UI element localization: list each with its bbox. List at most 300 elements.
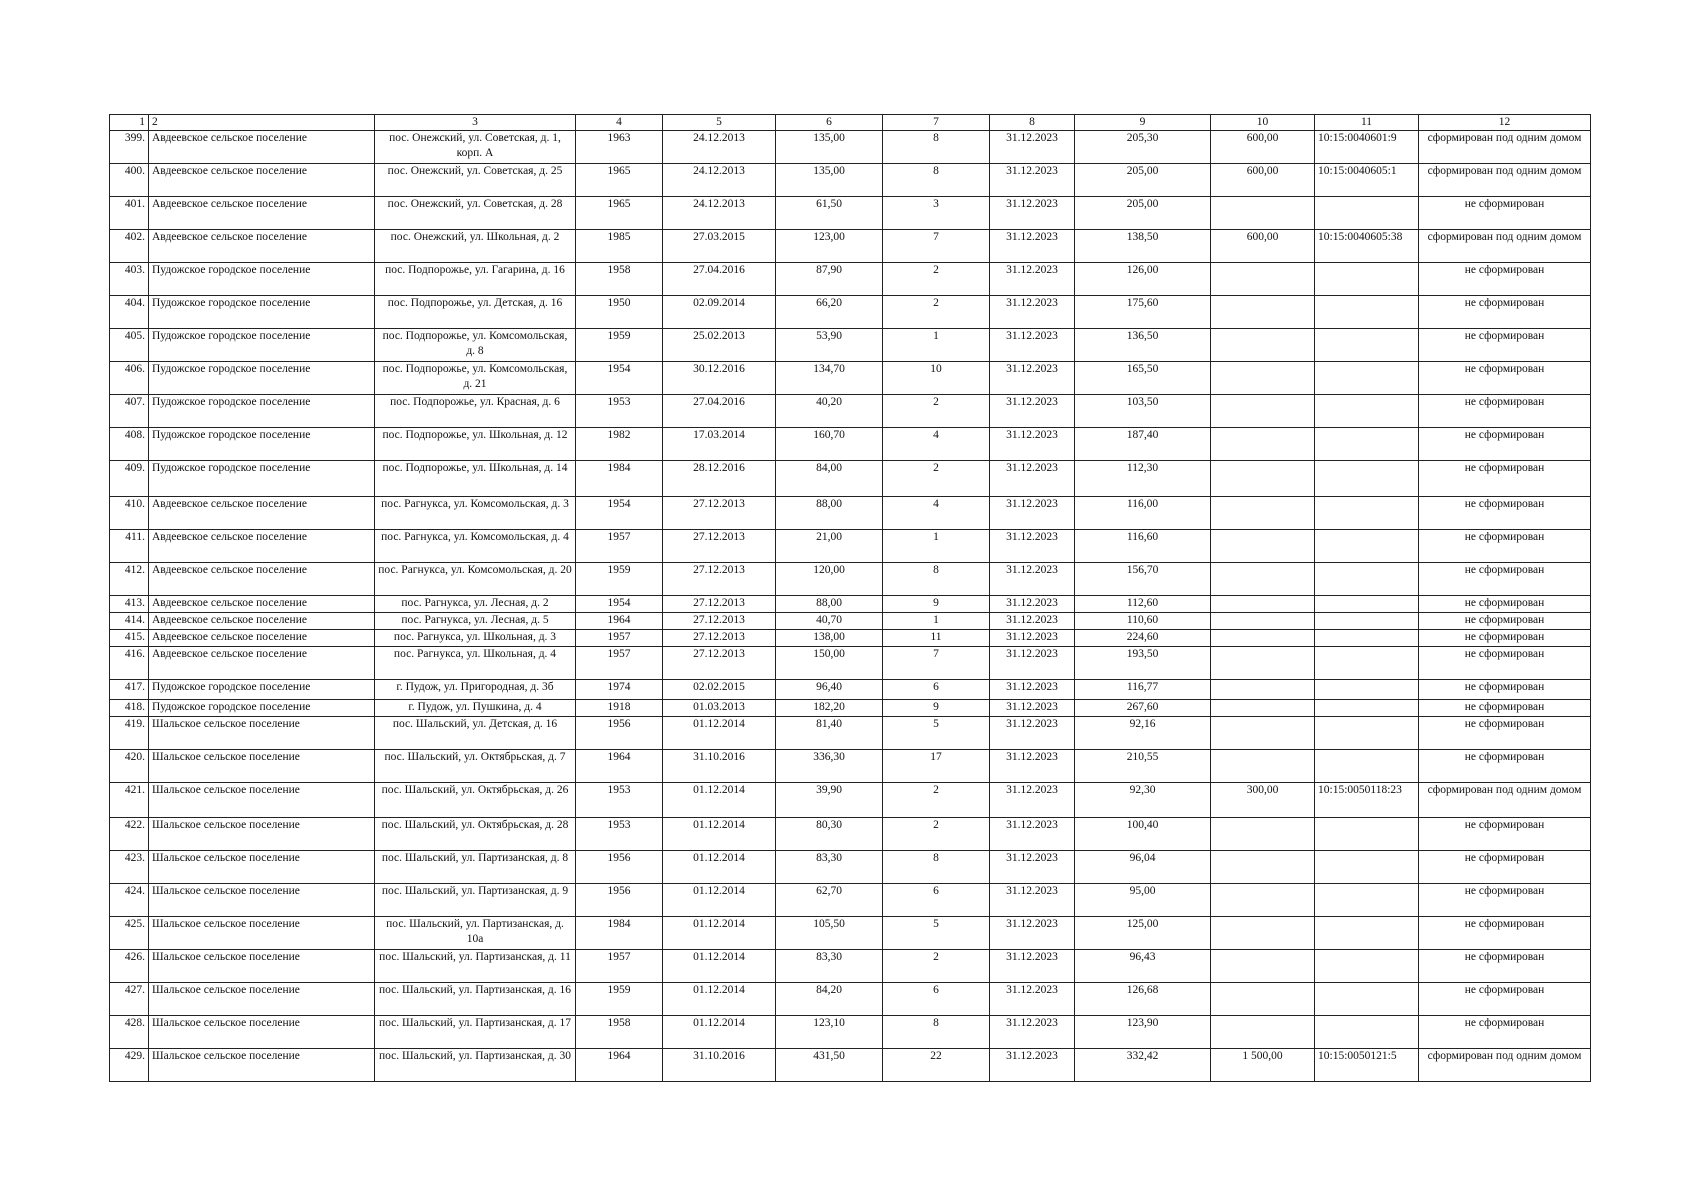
people-cell: 2 [883, 818, 990, 851]
municipality-cell: Авдеевское сельское поселение [149, 497, 375, 530]
address-cell: пос. Рагнукса, ул. Лесная, д. 5 [375, 613, 576, 630]
cadastral-cell [1315, 917, 1419, 950]
cadastral-cell [1315, 461, 1419, 497]
land-status-cell: не сформирован [1419, 884, 1591, 917]
row-number: 404. [110, 296, 149, 329]
date-cell: 17.03.2014 [663, 428, 776, 461]
header-cell: 5 [663, 115, 776, 131]
year-cell: 1957 [576, 950, 663, 983]
plan-date-cell: 31.12.2023 [990, 497, 1075, 530]
land-status-cell: сформирован под одним домом [1419, 783, 1591, 818]
table-row [110, 530, 1591, 563]
col9-cell: 210,55 [1075, 750, 1211, 783]
year-cell: 1964 [576, 1049, 663, 1082]
area-cell: 120,00 [776, 563, 883, 596]
area-cell: 40,20 [776, 395, 883, 428]
cadastral-cell [1315, 395, 1419, 428]
land-status-cell: не сформирован [1419, 680, 1591, 700]
year-cell: 1957 [576, 530, 663, 563]
area-cell: 135,00 [776, 131, 883, 164]
area-cell: 134,70 [776, 362, 883, 395]
address-cell: г. Пудож, ул. Пушкина, д. 4 [375, 700, 576, 717]
col9-cell: 112,30 [1075, 461, 1211, 497]
header-cell: 4 [576, 115, 663, 131]
area-cell: 135,00 [776, 164, 883, 197]
area-cell: 39,90 [776, 783, 883, 818]
date-cell: 01.12.2014 [663, 950, 776, 983]
table-row [110, 783, 1591, 818]
people-cell: 5 [883, 717, 990, 750]
year-cell: 1974 [576, 680, 663, 700]
col10-cell: 600,00 [1211, 230, 1315, 263]
col10-cell: 1 500,00 [1211, 1049, 1315, 1082]
address-cell: пос. Подпорожье, ул. Детская, д. 16 [375, 296, 576, 329]
header-cell: 8 [990, 115, 1075, 131]
housing-table [109, 114, 1591, 1082]
plan-date-cell: 31.12.2023 [990, 197, 1075, 230]
address-cell: пос. Рагнукса, ул. Комсомольская, д. 4 [375, 530, 576, 563]
municipality-cell: Шальское сельское поселение [149, 717, 375, 750]
year-cell: 1957 [576, 647, 663, 680]
municipality-cell: Шальское сельское поселение [149, 851, 375, 884]
header-cell: 6 [776, 115, 883, 131]
col9-cell: 205,30 [1075, 131, 1211, 164]
address-cell: пос. Рагнукса, ул. Комсомольская, д. 3 [375, 497, 576, 530]
table-row [110, 700, 1591, 717]
plan-date-cell: 31.12.2023 [990, 230, 1075, 263]
municipality-cell: Авдеевское сельское поселение [149, 230, 375, 263]
cadastral-cell [1315, 700, 1419, 717]
land-status-cell: сформирован под одним домом [1419, 1049, 1591, 1082]
address-cell: пос. Шальский, ул. Партизанская, д. 16 [375, 983, 576, 1016]
year-cell: 1956 [576, 851, 663, 884]
municipality-cell: Шальское сельское поселение [149, 750, 375, 783]
col9-cell: 205,00 [1075, 164, 1211, 197]
header-cell: 1 [110, 115, 149, 131]
land-status-cell: не сформирован [1419, 329, 1591, 362]
cadastral-cell [1315, 563, 1419, 596]
date-cell: 01.12.2014 [663, 1016, 776, 1049]
year-cell: 1959 [576, 983, 663, 1016]
date-cell: 01.12.2014 [663, 717, 776, 750]
row-number: 419. [110, 717, 149, 750]
col9-cell: 165,50 [1075, 362, 1211, 395]
plan-date-cell: 31.12.2023 [990, 131, 1075, 164]
people-cell: 8 [883, 1016, 990, 1049]
municipality-cell: Авдеевское сельское поселение [149, 647, 375, 680]
date-cell: 27.04.2016 [663, 395, 776, 428]
row-number: 411. [110, 530, 149, 563]
table-row [110, 851, 1591, 884]
area-cell: 81,40 [776, 717, 883, 750]
land-status-cell: не сформирован [1419, 630, 1591, 647]
row-number: 423. [110, 851, 149, 884]
table-row [110, 596, 1591, 613]
people-cell: 9 [883, 700, 990, 717]
cadastral-cell [1315, 680, 1419, 700]
address-cell: пос. Подпорожье, ул. Красная, д. 6 [375, 395, 576, 428]
col9-cell: 92,30 [1075, 783, 1211, 818]
row-number: 405. [110, 329, 149, 362]
area-cell: 123,10 [776, 1016, 883, 1049]
cadastral-cell: 10:15:0040605:1 [1315, 164, 1419, 197]
year-cell: 1953 [576, 395, 663, 428]
col9-cell: 126,68 [1075, 983, 1211, 1016]
plan-date-cell: 31.12.2023 [990, 1016, 1075, 1049]
document-page [109, 114, 1590, 1082]
plan-date-cell: 31.12.2023 [990, 596, 1075, 613]
plan-date-cell: 31.12.2023 [990, 1049, 1075, 1082]
row-number: 409. [110, 461, 149, 497]
people-cell: 1 [883, 329, 990, 362]
date-cell: 27.12.2013 [663, 613, 776, 630]
plan-date-cell: 31.12.2023 [990, 630, 1075, 647]
plan-date-cell: 31.12.2023 [990, 750, 1075, 783]
row-number: 413. [110, 596, 149, 613]
row-number: 422. [110, 818, 149, 851]
plan-date-cell: 31.12.2023 [990, 647, 1075, 680]
area-cell: 182,20 [776, 700, 883, 717]
municipality-cell: Шальское сельское поселение [149, 950, 375, 983]
land-status-cell: не сформирован [1419, 818, 1591, 851]
year-cell: 1953 [576, 783, 663, 818]
area-cell: 123,00 [776, 230, 883, 263]
land-status-cell: не сформирован [1419, 700, 1591, 717]
address-cell: пос. Шальский, ул. Партизанская, д. 11 [375, 950, 576, 983]
land-status-cell: не сформирован [1419, 428, 1591, 461]
col9-cell: 332,42 [1075, 1049, 1211, 1082]
col9-cell: 125,00 [1075, 917, 1211, 950]
col10-cell: 300,00 [1211, 783, 1315, 818]
col9-cell: 187,40 [1075, 428, 1211, 461]
cadastral-cell [1315, 428, 1419, 461]
table-row [110, 983, 1591, 1016]
people-cell: 7 [883, 230, 990, 263]
cadastral-cell [1315, 818, 1419, 851]
land-status-cell: не сформирован [1419, 851, 1591, 884]
row-number: 402. [110, 230, 149, 263]
cadastral-cell [1315, 197, 1419, 230]
people-cell: 2 [883, 950, 990, 983]
address-cell: пос. Онежский, ул. Советская, д. 28 [375, 197, 576, 230]
col9-cell: 116,60 [1075, 530, 1211, 563]
header-cell: 12 [1419, 115, 1591, 131]
col9-cell: 205,00 [1075, 197, 1211, 230]
address-cell: пос. Подпорожье, ул. Комсомольская, д. 21 [375, 362, 576, 395]
row-number: 427. [110, 983, 149, 1016]
row-number: 417. [110, 680, 149, 700]
land-status-cell: не сформирован [1419, 197, 1591, 230]
date-cell: 27.04.2016 [663, 263, 776, 296]
col10-cell [1211, 647, 1315, 680]
people-cell: 10 [883, 362, 990, 395]
municipality-cell: Авдеевское сельское поселение [149, 164, 375, 197]
col9-cell: 110,60 [1075, 613, 1211, 630]
land-status-cell: не сформирован [1419, 983, 1591, 1016]
date-cell: 02.02.2015 [663, 680, 776, 700]
municipality-cell: Пудожское городское поселение [149, 296, 375, 329]
table-row [110, 630, 1591, 647]
col9-cell: 126,00 [1075, 263, 1211, 296]
col10-cell [1211, 983, 1315, 1016]
col9-cell: 95,00 [1075, 884, 1211, 917]
cadastral-cell [1315, 983, 1419, 1016]
people-cell: 6 [883, 680, 990, 700]
area-cell: 83,30 [776, 851, 883, 884]
address-cell: пос. Рагнукса, ул. Лесная, д. 2 [375, 596, 576, 613]
table-row [110, 461, 1591, 497]
area-cell: 431,50 [776, 1049, 883, 1082]
row-number: 406. [110, 362, 149, 395]
area-cell: 336,30 [776, 750, 883, 783]
year-cell: 1950 [576, 296, 663, 329]
col10-cell [1211, 197, 1315, 230]
area-cell: 40,70 [776, 613, 883, 630]
people-cell: 2 [883, 461, 990, 497]
row-number: 421. [110, 783, 149, 818]
plan-date-cell: 31.12.2023 [990, 461, 1075, 497]
year-cell: 1958 [576, 1016, 663, 1049]
municipality-cell: Авдеевское сельское поселение [149, 596, 375, 613]
address-cell: пос. Шальский, ул. Детская, д. 16 [375, 717, 576, 750]
col9-cell: 193,50 [1075, 647, 1211, 680]
date-cell: 27.12.2013 [663, 596, 776, 613]
land-status-cell: сформирован под одним домом [1419, 230, 1591, 263]
land-status-cell: сформирован под одним домом [1419, 131, 1591, 164]
plan-date-cell: 31.12.2023 [990, 428, 1075, 461]
cadastral-cell [1315, 717, 1419, 750]
people-cell: 1 [883, 613, 990, 630]
address-cell: пос. Онежский, ул. Школьная, д. 2 [375, 230, 576, 263]
row-number: 400. [110, 164, 149, 197]
address-cell: г. Пудож, ул. Пригородная, д. 3б [375, 680, 576, 700]
address-cell: пос. Шальский, ул. Октябрьская, д. 7 [375, 750, 576, 783]
plan-date-cell: 31.12.2023 [990, 950, 1075, 983]
table-row [110, 563, 1591, 596]
year-cell: 1954 [576, 596, 663, 613]
date-cell: 01.12.2014 [663, 983, 776, 1016]
land-status-cell: не сформирован [1419, 296, 1591, 329]
col9-cell: 175,60 [1075, 296, 1211, 329]
cadastral-cell [1315, 613, 1419, 630]
cadastral-cell [1315, 851, 1419, 884]
plan-date-cell: 31.12.2023 [990, 851, 1075, 884]
col9-cell: 156,70 [1075, 563, 1211, 596]
people-cell: 17 [883, 750, 990, 783]
plan-date-cell: 31.12.2023 [990, 362, 1075, 395]
cadastral-cell [1315, 362, 1419, 395]
col10-cell: 600,00 [1211, 131, 1315, 164]
land-status-cell: не сформирован [1419, 717, 1591, 750]
municipality-cell: Шальское сельское поселение [149, 818, 375, 851]
table-row [110, 647, 1591, 680]
col10-cell [1211, 818, 1315, 851]
address-cell: пос. Онежский, ул. Советская, д. 25 [375, 164, 576, 197]
municipality-cell: Пудожское городское поселение [149, 329, 375, 362]
land-status-cell: не сформирован [1419, 917, 1591, 950]
year-cell: 1954 [576, 362, 663, 395]
col9-cell: 123,90 [1075, 1016, 1211, 1049]
address-cell: пос. Рагнукса, ул. Комсомольская, д. 20 [375, 563, 576, 596]
area-cell: 61,50 [776, 197, 883, 230]
table-row [110, 1016, 1591, 1049]
date-cell: 01.12.2014 [663, 851, 776, 884]
plan-date-cell: 31.12.2023 [990, 563, 1075, 596]
table-row [110, 296, 1591, 329]
row-number: 410. [110, 497, 149, 530]
col10-cell [1211, 717, 1315, 750]
col10-cell [1211, 530, 1315, 563]
address-cell: пос. Рагнукса, ул. Школьная, д. 3 [375, 630, 576, 647]
col10-cell [1211, 428, 1315, 461]
col9-cell: 116,00 [1075, 497, 1211, 530]
plan-date-cell: 31.12.2023 [990, 395, 1075, 428]
row-number: 428. [110, 1016, 149, 1049]
table-body [110, 115, 1591, 1082]
row-number: 425. [110, 917, 149, 950]
cadastral-cell [1315, 884, 1419, 917]
table-row [110, 884, 1591, 917]
header-cell: 11 [1315, 115, 1419, 131]
table-row [110, 362, 1591, 395]
cadastral-cell [1315, 296, 1419, 329]
col10-cell [1211, 917, 1315, 950]
municipality-cell: Шальское сельское поселение [149, 1049, 375, 1082]
header-cell: 9 [1075, 115, 1211, 131]
municipality-cell: Авдеевское сельское поселение [149, 197, 375, 230]
municipality-cell: Пудожское городское поселение [149, 700, 375, 717]
cadastral-cell [1315, 750, 1419, 783]
people-cell: 4 [883, 497, 990, 530]
row-number: 403. [110, 263, 149, 296]
col10-cell: 600,00 [1211, 164, 1315, 197]
area-cell: 53,90 [776, 329, 883, 362]
area-cell: 62,70 [776, 884, 883, 917]
header-cell: 3 [375, 115, 576, 131]
date-cell: 01.12.2014 [663, 783, 776, 818]
date-cell: 27.03.2015 [663, 230, 776, 263]
area-cell: 160,70 [776, 428, 883, 461]
people-cell: 3 [883, 197, 990, 230]
plan-date-cell: 31.12.2023 [990, 263, 1075, 296]
year-cell: 1984 [576, 917, 663, 950]
people-cell: 2 [883, 395, 990, 428]
table-row [110, 197, 1591, 230]
year-cell: 1965 [576, 197, 663, 230]
date-cell: 27.12.2013 [663, 630, 776, 647]
col9-cell: 103,50 [1075, 395, 1211, 428]
people-cell: 5 [883, 917, 990, 950]
row-number: 415. [110, 630, 149, 647]
plan-date-cell: 31.12.2023 [990, 613, 1075, 630]
land-status-cell: не сформирован [1419, 596, 1591, 613]
plan-date-cell: 31.12.2023 [990, 530, 1075, 563]
col10-cell [1211, 263, 1315, 296]
table-row [110, 717, 1591, 750]
table-row [110, 428, 1591, 461]
plan-date-cell: 31.12.2023 [990, 884, 1075, 917]
col9-cell: 92,16 [1075, 717, 1211, 750]
municipality-cell: Авдеевское сельское поселение [149, 530, 375, 563]
date-cell: 25.02.2013 [663, 329, 776, 362]
municipality-cell: Авдеевское сельское поселение [149, 563, 375, 596]
people-cell: 22 [883, 1049, 990, 1082]
municipality-cell: Шальское сельское поселение [149, 917, 375, 950]
people-cell: 9 [883, 596, 990, 613]
col10-cell [1211, 851, 1315, 884]
area-cell: 80,30 [776, 818, 883, 851]
year-cell: 1963 [576, 131, 663, 164]
area-cell: 84,00 [776, 461, 883, 497]
year-cell: 1958 [576, 263, 663, 296]
col10-cell [1211, 362, 1315, 395]
row-number: 420. [110, 750, 149, 783]
cadastral-cell: 10:15:0050121:5 [1315, 1049, 1419, 1082]
land-status-cell: сформирован под одним домом [1419, 164, 1591, 197]
table-row [110, 131, 1591, 164]
table-row [110, 1049, 1591, 1082]
year-cell: 1954 [576, 497, 663, 530]
land-status-cell: не сформирован [1419, 362, 1591, 395]
col10-cell [1211, 395, 1315, 428]
date-cell: 31.10.2016 [663, 750, 776, 783]
year-cell: 1959 [576, 329, 663, 362]
plan-date-cell: 31.12.2023 [990, 296, 1075, 329]
people-cell: 11 [883, 630, 990, 647]
date-cell: 01.12.2014 [663, 884, 776, 917]
row-number: 412. [110, 563, 149, 596]
municipality-cell: Пудожское городское поселение [149, 395, 375, 428]
year-cell: 1956 [576, 884, 663, 917]
address-cell: пос. Рагнукса, ул. Школьная, д. 4 [375, 647, 576, 680]
plan-date-cell: 31.12.2023 [990, 717, 1075, 750]
col10-cell [1211, 329, 1315, 362]
col10-cell [1211, 596, 1315, 613]
municipality-cell: Шальское сельское поселение [149, 1016, 375, 1049]
municipality-cell: Пудожское городское поселение [149, 680, 375, 700]
col10-cell [1211, 563, 1315, 596]
cadastral-cell [1315, 263, 1419, 296]
area-cell: 66,20 [776, 296, 883, 329]
land-status-cell: не сформирован [1419, 750, 1591, 783]
date-cell: 01.03.2013 [663, 700, 776, 717]
people-cell: 8 [883, 563, 990, 596]
table-row [110, 164, 1591, 197]
date-cell: 24.12.2013 [663, 164, 776, 197]
people-cell: 8 [883, 851, 990, 884]
plan-date-cell: 31.12.2023 [990, 700, 1075, 717]
plan-date-cell: 31.12.2023 [990, 783, 1075, 818]
table-row [110, 230, 1591, 263]
plan-date-cell: 31.12.2023 [990, 983, 1075, 1016]
municipality-cell: Шальское сельское поселение [149, 783, 375, 818]
municipality-cell: Пудожское городское поселение [149, 362, 375, 395]
plan-date-cell: 31.12.2023 [990, 917, 1075, 950]
plan-date-cell: 31.12.2023 [990, 680, 1075, 700]
year-cell: 1918 [576, 700, 663, 717]
cadastral-cell [1315, 950, 1419, 983]
people-cell: 8 [883, 131, 990, 164]
row-number: 407. [110, 395, 149, 428]
table-row [110, 950, 1591, 983]
table-row [110, 497, 1591, 530]
date-cell: 31.10.2016 [663, 1049, 776, 1082]
date-cell: 02.09.2014 [663, 296, 776, 329]
land-status-cell: не сформирован [1419, 263, 1591, 296]
plan-date-cell: 31.12.2023 [990, 329, 1075, 362]
year-cell: 1982 [576, 428, 663, 461]
year-cell: 1964 [576, 613, 663, 630]
